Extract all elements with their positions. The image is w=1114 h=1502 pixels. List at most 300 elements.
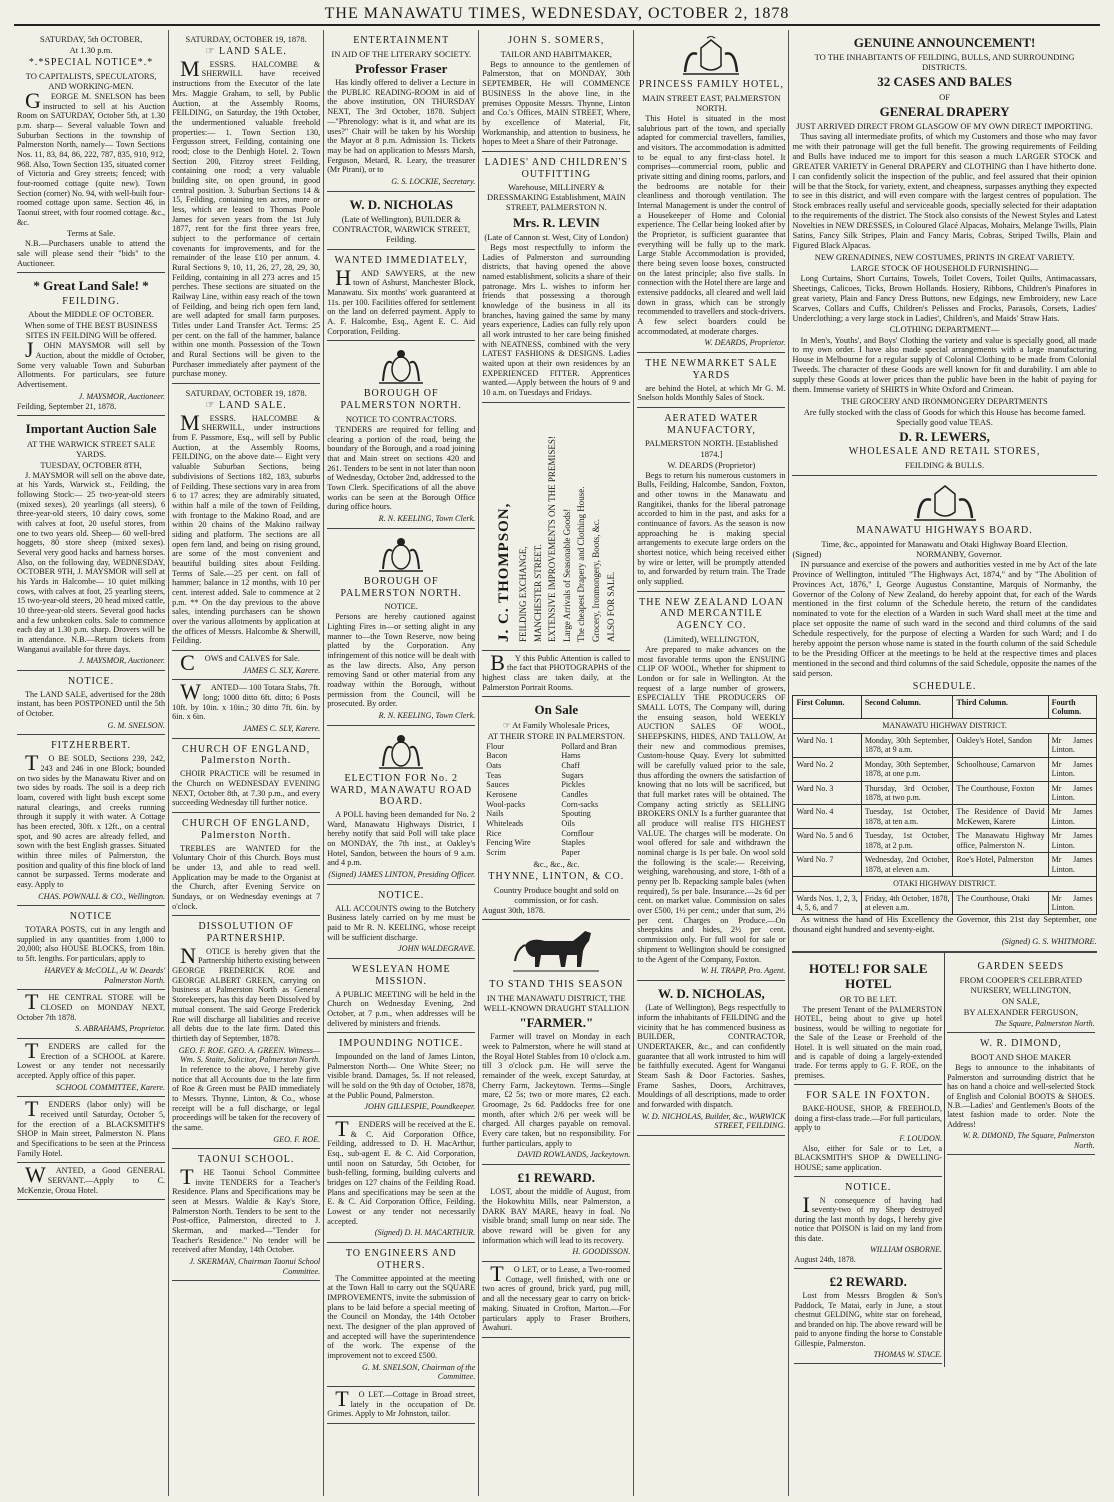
heading: CHURCH OF ENGLAND, Palmerston North.: [181, 743, 311, 767]
totara-notice: [17, 906, 165, 990]
sub: OR TO BE LET.: [839, 993, 897, 1004]
about: About the MIDDLE OF OCTOBER.: [28, 309, 154, 320]
goods-item: Flour: [486, 741, 505, 751]
signature: CHAS. POWNALL & CO., Wellington.: [38, 891, 166, 901]
signature: HARVEY & McCOLL, At W. Deards' Palmerston North.: [44, 965, 166, 985]
cell: Thursday, 3rd October, 1878, at two p.m.: [861, 781, 953, 805]
nz-loan-agency-ad: [637, 592, 785, 981]
school-tender-ad: [17, 1039, 165, 1097]
column-4: [479, 30, 634, 1496]
schedule-heading: SCHEDULE.: [912, 680, 977, 692]
sub: Warehouse, MILLINERY & DRESSMAKING Establishment, MAIN STREET, PALMERSTON N.: [487, 182, 626, 213]
nb: N.B.—Purchasers unable to attend the sale will please send their "bids" to the Auctioneer.: [17, 239, 166, 268]
district-row: [793, 719, 1096, 733]
body: This Hotel is situated in the most salubrious part of the town, and specially adapted for commercial travellers, families, and visitors. The accommodation is admitted to be equal to any first-class hotel. It comprises—commercial room, public and private sitting and dining rooms, parlors, and the bedrooms are notable for their cleanliness and thorough ventilation. The Internal Management is under the control of a Housekeeper of Home and Colonial experience. The Cellar being looked after by the Proprietor, is sufficient guarantee that everything will be fully up to the mark. Large Stable Accommodation is provided, there being seven loose boxes, constructed on the latest principle; also five stalls. In connection with the Hotel there are large and extensive paddocks, all cleared and well laid down in grass, which can be strongly recommended to travellers and stock-drivers. A few select boarders could be accommodated, at moderate charges.: [637, 113, 786, 336]
table-row: [793, 757, 1096, 781]
highways-board-ad: [792, 476, 1096, 952]
body: Impounded on the land of James Linton, Palmerston North— One White Steer; no visible brand. Damages, 5s. If not released, will be sold on the 9th day of October, 1878, at the Public Pound, Palmerston.: [327, 1052, 476, 1100]
line-7: ALSO FOR SALE.: [605, 571, 616, 642]
goods-item: Teas: [486, 770, 502, 780]
heading: GARDEN SEEDS: [977, 961, 1065, 973]
body: LOST, about the middle of August, from the Hokowhitu Mills, near Palmerston, a DARK BAY MARE, heavy in foal. No visible brand; small lump on near side. The above reward will be given for any information which will lead to its recovery.: [482, 1187, 631, 1245]
body: BAKE-HOUSE, SHOP, & FREEHOLD, doing a first-class trade.—For full particulars, apply to: [794, 1104, 943, 1132]
heading: JOHN S. SOMERS,: [508, 35, 605, 46]
clothing-heading: CLOTHING DEPARTMENT—: [889, 324, 1000, 335]
heading: Important Auction Sale: [25, 421, 157, 437]
cell: Mr James Linton.: [1048, 805, 1096, 829]
cell: The Manawatu Highway office, Palmerston N.: [953, 829, 1048, 853]
cell: Ward No. 4: [793, 805, 861, 829]
cell: Friday, 4th October, 1878, at eleven a.m.: [861, 891, 953, 915]
engineers-ad: [327, 1243, 475, 1387]
heading: On Sale: [534, 702, 579, 718]
column-2: [169, 30, 324, 1496]
heading: FOR SALE IN FOXTON.: [806, 1090, 931, 1102]
cell: Wards Nos. 1, 2, 3, 4, 5, 6, and 7: [793, 891, 861, 915]
stallion-name: "FARMER.": [519, 1015, 594, 1031]
thompson-exchange-ad: [482, 403, 630, 651]
heading: W. D. NICHOLAS,: [658, 985, 765, 1001]
wanted-stabs-ad: [172, 680, 320, 738]
body: COWS and CALVES for Sale.: [180, 649, 300, 675]
body: TENDERS (labor only) will be received until Saturday, October 5, for the erection of a BLACKSMITH'S SHOP in Main street, Palmerston N. Plans and Specifications to be seen at the Princess Family Hotel.: [17, 1096, 166, 1158]
signature-2: GEO. F. ROE.: [273, 1134, 321, 1144]
thynne-linton-sale-ad: [482, 697, 630, 920]
masthead: THE MANAWATU TIMES, WEDNESDAY, OCTOBER 2, 1878: [14, 4, 1100, 26]
dissolution-ad: [172, 916, 320, 1149]
body: The present Tenant of the PALMERSTON HOTEL, being about to give up hotel business, would be willing to negotiate for the Sale of the Lease or Freehold of the Hotel. It is well situated on the main road, and is capable of doing a largely-extended trade. For terms apply to G. F. ROE, on the premises.: [794, 1004, 943, 1080]
signature: G. M. SNELSON.: [107, 720, 166, 730]
goods-item: Staples: [561, 838, 585, 848]
aerated-water-ad: [637, 408, 785, 592]
line-6: Grocery, Ironmongery, Boots, &c.: [591, 518, 602, 642]
signature: R. N. KEELING, Town Clerk.: [378, 514, 476, 524]
poison-notice-ad: [794, 1177, 942, 1269]
reward-mare-ad: [482, 1165, 630, 1262]
body: NOTICE is hereby given that the Partnership hitherto existing between GEORGE FREDERICK ROE and GEORGE ALBERT GREEN, carrying on business at Palmerston North as General Storekeepers, has this day been Dissolved by mutual consent. The said George Frederick Roe will discharge all liabilities and receive all debts due to the late firm. Dated this thirtieth day of September, 1878.: [172, 942, 321, 1043]
table-header: [793, 695, 1096, 719]
somers-tailor-ad: [482, 30, 630, 152]
schedule-table: [792, 695, 1096, 916]
cell: Monday, 30th September, 1878, at one p.m.: [861, 757, 953, 781]
road-tenders-ad: [327, 1117, 475, 1243]
cell: Ward No. 5 and 6: [793, 829, 861, 853]
cows-ad: [172, 651, 320, 680]
land-sale-graham-ad: [172, 30, 320, 384]
signature: J. MAYSMOR, Auctioneer.: [78, 656, 166, 666]
firm-name: D. R. LEWERS,: [899, 428, 990, 444]
signature: W. R. DIMOND, The Square, Palmerston North.: [962, 1131, 1095, 1150]
firm-line-2: WHOLESALE AND RETAIL STORES,: [848, 446, 1041, 458]
left-stack: [792, 953, 945, 1367]
coat-of-arms-icon: [371, 535, 431, 573]
signature: GEO. F. ROE. GEO. A. GREEN. Witness—Wm. S. Staite, Solicitor, Palmerston North.: [178, 1045, 321, 1065]
body: HAND SAWYERS, at the new town of Ashurst, Manchester Block, Manawatu. Six months' work guaranteed at 11s. per 100. Facilities offered for settlement on the land on deferred payment. Apply to A. F. Halcombe, Esq., Agent E. C. Aid Corporation, Feilding.: [327, 264, 476, 336]
column-header: Second Column.: [861, 695, 953, 719]
signature: DAVID ROWLANDS, Jackeytown.: [517, 1150, 631, 1160]
sub: NOTICE TO CONTRACTORS.: [345, 414, 457, 424]
on-sale: ON SALE,: [1001, 995, 1040, 1006]
body: TO BE SOLD, Sections 239, 242, 243 and 246 in one Block; bounded on two sides by the Manawatu River and on two sides by roads. The soil is a deep rich loam, covered with light bush except some natural clearings, and creeks running through it supply it with water. A Cottage has been erected, 30ft. x 12ft., on a central spot, and 90 acres are already felled, and sown with the best English grasses. Situated within three miles of Palmerston, the position and quality of this fine block of land cannot be surpassed. Terms moderate and easy. Apply to: [17, 750, 166, 889]
pointing-hand-icon: ☞: [205, 46, 219, 58]
cell: Mr James Linton.: [1048, 829, 1096, 853]
goods-item: Bacon: [486, 751, 508, 761]
proprietor: Mrs. R. LEVIN: [512, 214, 600, 230]
sub: (Late of Wellington), BUILDER & CONTRACTOR, WARWICK STREET, Feilding.: [332, 213, 470, 244]
district-row: [793, 877, 1096, 891]
when: When some of THE BEST BUSINESS SITES IN FEILDING Will be offered.: [24, 320, 158, 341]
signature: F. LOUDON.: [899, 1134, 943, 1144]
to-capitalists: TO CAPITALISTS, SPECULATORS, AND WORKING-MEN.: [25, 70, 157, 91]
heading: £2 REWARD.: [829, 1274, 907, 1289]
signature: W. D. NICHOLAS, Builder, &c., WARWICK STREET, FEILDING.: [641, 1111, 786, 1131]
body: WANTED, a Good GENERAL SERVANT.—Apply to C. McKenzie, Oroua Hotel.: [17, 1162, 166, 1195]
special-notice-heading: *.*SPECIAL NOTICE*.*: [28, 57, 154, 69]
foxton-sale-ad: [794, 1085, 942, 1177]
witness: As witness the hand of His Excellency the Governor, this 21st day September, one thousand eight hundred and seventy-eight.: [792, 915, 1097, 935]
reference: In reference to the above, I hereby give notice that all Accounts due to the late firm of Roe & Green must be PAID immediately to Messrs. Thynne, Linton, & Co., whose receipt will be a full discharge, or legal proceedings will be taken for the recovery of the same.: [172, 1064, 321, 1132]
cell: Tuesday, 1st October, 1878, at ten a.m.: [861, 805, 953, 829]
cell: Mr James Linton.: [1048, 757, 1096, 781]
cell: Roe's Hotel, Palmerston: [953, 853, 1048, 877]
date: SATURDAY, OCTOBER 19, 1878.: [185, 34, 307, 44]
date: August 24th, 1878.: [794, 1254, 856, 1264]
date: SATURDAY, OCTOBER 19, 1878.: [185, 387, 307, 398]
line-2: MANCHESTER STREET.: [532, 543, 543, 642]
signature: (Signed) JAMES LINTON, Presiding Officer.: [328, 870, 476, 880]
heading: TAONUI SCHOOL.: [197, 1154, 295, 1166]
church-trebles-ad: [172, 813, 320, 916]
heading: ELECTION FOR No. 2 WARD, MANAWATU ROAD BOARD.: [330, 772, 473, 808]
sub: NOTICE.: [384, 601, 418, 612]
body: TOTARA POSTS, cut in any length and supplied in any quantities from 1,000 to 20,000; also HOUSE BLOCKS, from 18in. to 5ft. lengths. For particulars, apply to: [17, 925, 166, 964]
goods-item: Pollard and Bran: [561, 741, 617, 751]
vertical-text-block: [482, 406, 630, 646]
signature: (Signed) G. S. WHITMORE.: [1001, 937, 1097, 947]
goods-item: Whiteleads: [486, 819, 524, 829]
etc: &c., &c., &c.: [533, 858, 580, 869]
goods-item: Sauces: [486, 780, 510, 790]
lecturer: Professor Fraser: [355, 60, 448, 76]
cell: Mr James Linton.: [1048, 853, 1096, 877]
sub: IN THE MANAWATU DISTRICT, THE WELL-KNOWN DRAUGHT STALLION: [483, 993, 630, 1014]
sub: ☞ At Family Wholesale Prices,: [502, 719, 610, 730]
signature: H. GOODISSON.: [572, 1247, 631, 1257]
photographs-ad: [482, 651, 630, 698]
blacksmith-tender-ad: [17, 1097, 165, 1163]
heading: WESLEYAN HOME MISSION.: [351, 963, 451, 987]
coat-of-arms-icon: [371, 347, 431, 385]
heading: MANAWATU HIGHWAYS BOARD.: [856, 525, 1033, 537]
signature: WILLIAM OSBORNE.: [870, 1245, 943, 1255]
goods-item: Pickles: [561, 780, 585, 790]
body: J. MAYSMOR will sell on the above date, at his Yards, Warwick st., Feilding, the following Stock:— 25 two-year-old steers (mixed sexes), 20 yearlings (all steers), 6 three-year-old steers, 10 dairy cows, some with calves at foot, 20 useful stores, from one to two years old. Sheep— 60 well-bred hoggets, 80 store sheep (mixed sexes). Several very good hacks and harness horses. Also, on the following day, WEDNESDAY, OCTOBER 9TH, J. MAYSMOR will sell at his Yards in Halcombe— 10 quiet milking cows, with calves at foot, 25 yearling steers, 15 two-year-old steers, 20 head mixed cattle, 10 three-year-old steers. Several good hacks and a few unbroken colts. Sale to commence each day at 1.30 p.m. sharp. Drovers will be in attendance. N.B.—Return tickets from Wanganui available for three days.: [17, 470, 166, 654]
church-choir-ad: [172, 739, 320, 813]
cell: Mr James Linton.: [1048, 781, 1096, 805]
cell: Oakley's Hotel, Sandon: [953, 733, 1048, 757]
heading: W. R. DIMOND,: [979, 1038, 1062, 1050]
table-row: [793, 805, 1096, 829]
body: are behind the Hotel, at which Mr G. M. Snelson holds Monthly Sales of Stock.: [637, 383, 786, 403]
body: TENDERS are required for felling and clearing a portion of the road, being the boundary of the Borough, and a road joining that and Main street on sections 420 and 261. Tenders to be sent in not later than noon of Wednesday, October 2nd, addressed to the Town Clerk. Specifications of all the above works can be seen at the Borough Office during office hours.: [327, 425, 476, 512]
line-5: The cheapest Drapery and Clothing House.: [576, 486, 587, 642]
goods-item: Corn-sacks: [561, 799, 599, 809]
body: Begs most respectfully to inform the Ladies of Palmerston and surrounding districts, that having opened the above named establishment, solicits a share of their patronage. Mrs L. wishes to inform her friends that possessing a thorough knowledge of the business in all its branches, having gained the same by many years experience, Ladies can fully rely upon all work intrusted to her care being finished with NEATNESS, combined with the very LATEST FASHIONS & DESIGNS. Ladies waited upon at their own residences by an EXPERIENCED FITTER. Apprentices wanted.—Apply between the hours of 9 and 10 a.m. on Tuesdays and Fridays.: [482, 242, 631, 397]
body: Thus saving all intermediate profits, of which my Customers and those who may favor me with their patronage will get the full benefit. The growing requirements of Feilding and Bulls have induced me to import for this season a much LARGER STOCK and GREATER VARIETY in General DRAPERY and CLOTHING than I have hitherto done. I can confidently solicit the inspection of the public, and feel assured that their opinion will be that the Stock, for variety, extent, and cheapness, surpasses anything they expected to see in this district, and will even compare with the largest centres of population. The Stock embraces really useful and serviceable goods, specially selected for their adaptation to the requirements of the district. The Stock also consists of the Newest Styles and Latest Novelties in NEW DRESSES, in Coloured Glacé Alpacas, Mohairs, Melange Twills, Plain Satins, Fancy Silk Stripes, Plain and Fancy Maris, Cobras, Striped Twills, Plain and Figured Black Alpacas.: [792, 132, 1097, 251]
heading: DISSOLUTION OF PARTNERSHIP.: [198, 921, 294, 944]
royal-crest-icon: [679, 36, 743, 76]
heading: LADIES' AND CHILDREN'S OUTFITTING: [484, 156, 629, 180]
signature: J. SKERMAN, Chairman Taonui School Committee.: [189, 1257, 321, 1276]
signature: R. N. KEELING, Town Clerk.: [378, 711, 476, 721]
princess-hotel-ad: [637, 30, 785, 353]
heading: BOROUGH OF PALMERSTON NORTH.: [340, 575, 462, 599]
body: The Committee appointed at the meeting at the Town Hall to carry out the SQUARE IMPROVEMENTS, invite the submission of plans to be laid before a special meeting of the Council on Monday, the 14th October next. The designer of the plan approved of and accepted will have the superintendence of the work. The expense of the improvement not to exceed £500.: [327, 1273, 476, 1361]
late-of: (Late of Cannon st. West, City of London): [484, 231, 629, 242]
signature: G. S. LOCKIE, Secretary.: [391, 176, 476, 186]
cell: The Courthouse, Foxton: [953, 781, 1048, 805]
pointing-hand-icon: ☞: [502, 719, 513, 730]
hotel-for-sale-ad: [794, 956, 942, 1085]
signature: THOMAS W. STACE.: [873, 1349, 943, 1359]
body: TO LET.—Cottage in Broad street, lately in the occupation of Dr. Grimes. Apply to Mr Johnston, tailor.: [327, 1386, 476, 1419]
body: JOHN MAYSMOR will sell by Auction, about the middle of October, Some very valuable Town and Suburban Allotments. For particulars, see future Advertisement.: [17, 337, 166, 390]
column-header: Third Column.: [953, 695, 1048, 719]
goods-item: Kerosene: [486, 790, 518, 799]
cell: The Courthouse, Otaki: [953, 891, 1048, 915]
snelson-sale-ad: [17, 30, 165, 273]
bottom-ads-row: [792, 952, 1096, 1367]
fitzherbert-ad: [17, 735, 165, 906]
land-sale-passmore-ad: [172, 384, 320, 651]
cottage-lease-ad: [482, 1262, 630, 1338]
signature: JAMES C. SLY, Karere.: [243, 665, 321, 675]
heading: NOTICE: [69, 911, 113, 923]
column-5: [634, 30, 789, 1496]
name: J. C. THOMPSON,: [496, 502, 513, 642]
heading: THE NEWMARKET SALE YARDS: [645, 357, 778, 381]
central-store-ad: [17, 990, 165, 1039]
firm-line-3: FEILDING & BULLS.: [905, 460, 985, 471]
body: IN pursuance and exercise of the powers and authorities vested in me by Act of the late Province of Wellington, intituled "The Highways Act, 1874," and by "The Abolition of Provinces Act, 1876," I, George Augustus Constantine, Marquis of Normanby, the Governor of the Colony of New Zealand, do hereby appoint that, for each of the Wards mentioned in the first column of the Schedule hereto, the return of the candidates nominated to vote for the election of a Warden in such Ward shall meet at the time and place set opposite the name of such ward in the second and third columns of the said Schedule respectively, for the purpose of electing a Warden for such Ward; and I do hereby appoint the person whose name is stated in the fourth column of the said Schedule to be the Presiding Officer at the meetings to be held at the respective times and places mentioned in the second and third columns of the said Schedule, opposite the names of the said person.: [792, 559, 1097, 678]
household-heading: LARGE STOCK OF HOUSEHOLD FURNISHING—: [850, 262, 1039, 273]
body: Farmer will travel on Monday in each week to Palmerston, where he will stand at the Royal Hotel Stables from 10 o'clock a.m. till 3 o'clock p.m. He will serve the remainder of the week, except Saturday, at Cherry Farm, Jackeytown. Terms—Single mare, £2 5s; two or more mares, £2 each. Groomage, 2s 6d. Paddocks free for one month, after which 2/6 per week will be charged. All charges payable on removal. Every care taken, but no responsibility. For further particulars, apply to: [482, 1032, 631, 1148]
cell: Mr James Linton.: [1048, 891, 1096, 915]
horse-illustration-icon: [511, 927, 601, 975]
body: The LAND SALE, advertised for the 28th instant, has been POSTPONED until the 5th of October.: [17, 689, 166, 719]
terms: Terms at Sale.: [66, 228, 116, 239]
goods-item: Scrim: [486, 848, 506, 858]
sub: PALMERSTON NORTH. [Established 1874.]: [644, 438, 778, 459]
arrived: JUST ARRIVED DIRECT FROM GLASGOW OF MY OWN DIRECT IMPORTING.: [796, 121, 1093, 132]
goods-list: [482, 742, 630, 858]
date: TUESDAY, OCTOBER 8TH,: [40, 459, 142, 470]
heading: ☞ LAND SALE.: [205, 400, 287, 411]
goods-item: Rice: [486, 828, 502, 838]
date: Feilding, September 21, 1878.: [17, 401, 117, 411]
sub: TAILOR AND HABITMAKER,: [500, 48, 613, 59]
body: Lost from Messrs Brogden & Son's Paddock, Te Matai, early in June, a stout chestnut GELDING, white star on forehead, and branded on hip. The above reward will be paid to anyone finding the horse to Constable Gillespie, Palmerston.: [794, 1291, 943, 1348]
heading: IMPOUNDING NOTICE.: [339, 1038, 464, 1050]
sub: AT THE WARWICK STREET SALE YARDS.: [26, 438, 156, 459]
page-columns: [14, 30, 1100, 1496]
district-label: OTAKI HIGHWAY DISTRICT.: [793, 877, 1096, 891]
grocery-body: Are fully stocked with the class of Goods for which this House has become famed. Specially good value TEAS.: [803, 406, 1086, 427]
goods-item: Nails: [486, 809, 504, 819]
heading: GENUINE ANNOUNCEMENT!: [853, 35, 1036, 50]
body: TO LET, or to Lease, a Two-roomed Cottage, well finished, with one or two acres of ground, brick yard, pug mill, and all the necessary gear to carry on brick-making. Situated in Crofton, Marton.—For particulars apply to Fraser Brothers, Awahuri.: [482, 1261, 631, 1333]
sub: Time, &c., appointed for Manawatu and Otaki Highway Board Election.: [821, 538, 1068, 549]
sawyers-wanted-ad: [327, 250, 475, 342]
heading: W. D. NICHOLAS: [349, 196, 453, 212]
signature: S. ABRAHAMS, Proprietor.: [75, 1024, 166, 1034]
cell: Ward No. 3: [793, 781, 861, 805]
place: FEILDING.: [62, 295, 120, 307]
body: (Late of Wellington), Begs respectfully to inform the inhabitants of FEILDING and the vicinity that he has commenced business as BUILDER, CONTRACTOR, UNDERTAKER, &c., and can confidently guarantee that all work intrusted to him will be faithfully executed. Agent for Wanganui Steam Sash & Door Factories. Sashes, Frame Sashes, Doors, Architraves, Mouldings of all descriptions, made to order and forwarded with dispatch.: [637, 1003, 786, 1109]
heading: BOROUGH OF PALMERSTON NORTH.: [340, 388, 462, 412]
servant-wanted-ad: [17, 1163, 165, 1200]
body: THE CENTRAL STORE will be CLOSED on MONDAY NEXT, October 7th 1878.: [17, 989, 166, 1022]
signature: G. M. SNELSON, Chairman of the Committee.: [362, 1362, 476, 1382]
table-row: [793, 733, 1096, 757]
heading: ☞ LAND SALE.: [205, 46, 287, 58]
entertainment-ad: [327, 30, 475, 192]
signature: JAMES C. SLY, Karere.: [243, 723, 321, 733]
sub: MAIN STREET EAST, PALMERSTON NORTH.: [642, 92, 781, 113]
goods-item: Candles: [561, 790, 588, 799]
royal-crest-icon: [910, 482, 980, 522]
at-store: AT THEIR STORE IN PALMERSTON.: [487, 730, 625, 741]
sale-date: SATURDAY, 5th OCTOBER,: [39, 34, 143, 44]
body: ALL ACCOUNTS owing to the Butchery Business lately carried on by me must be paid to Mr R. N. KEELING, whose receipt will be sufficient discharge.: [327, 903, 476, 942]
body: Begs to announce to the inhabitants of Palmerston and surrounding district that he has on hand a choice and well-selected Stock of English and Colonial BOOTS & SHOES. N.B.—Ladies' and Gentlemen's Boots of the latest fashion made to order. Note the Address!: [947, 1063, 1095, 1129]
body: CHOIR PRACTICE will be resumed in the Church on WEDNESDAY EVENING NEXT, October 8th, at 7.30 p.m., and every succeeding Wednesday till further notice.: [172, 769, 321, 808]
sub: FROM COOPER'S CELEBRATED NURSERY, WELLINGTON,: [959, 974, 1083, 995]
body: Has kindly offered to deliver a Lecture in the PUBLIC READING-ROOM in aid of the above institution, ON THURSDAY NEXT, The 3rd October, 1878. Subject—"Phrenology: what is it, and what are its uses?" Chair will be taken by his Worship the Mayor at 8 p.m. Admission 1s. Tickets may be had on application to Messrs Marsh, Ferguson, Metard, R. Leary, the treasurer (Mr Pirani), or to: [327, 78, 476, 175]
garden-seeds-ad: [947, 956, 1095, 1033]
signature: JOHN WALDEGRAVE.: [398, 944, 476, 954]
heading: NOTICE.: [67, 675, 115, 687]
lewers-drapery-ad: [792, 30, 1096, 476]
borough-notice-ad: [327, 529, 475, 726]
grocery-heading: THE GROCERY AND IRONMONGERY DEPARTMENTS: [841, 395, 1048, 406]
body: MESSRS. HALCOMBE & SHERWILL, under instructions from F. Passmore, Esq., will sell by Public Auction, at the Assembly Rooms, FEILDING, on the above date— Eight very valuable Suburban Sections, being subdivisions of Sections 182, 183, suburbs of Feilding. These sections vary in area from 6 to 17 acres; they are admirably situated, within half a mile of the town of Feilding, with frontage to the Makino Road, and are within 20 chains of the Makino railway siding and platform. The sections are all open fern land, and being on rising ground, are some of the most convenient and beautiful building sites about Feilding. Terms of Sale.—25 per cent. on fall of hammer; balance in 12 months, with 10 per cent. interest added. Sale to commence at 2 p.m. ** On the day previous to the above sales, intending purchasers can be shown over the various allotments by application at the offices of Messrs. Halcombe & Sherwill, Feilding.: [172, 409, 321, 646]
dimond-boot-ad: [947, 1033, 1095, 1155]
postponed-notice: [17, 671, 165, 735]
table-row: [793, 829, 1096, 853]
body: IN consequence of having had seventy-two of my Sheep destroyed during the last month by dogs, I hereby give notice that POISON is laid on my land from this date.: [794, 1191, 943, 1243]
heading: WANTED IMMEDIATELY,: [334, 254, 468, 266]
goods-item: Fencing Wire: [486, 838, 531, 848]
column-6: [789, 30, 1099, 1496]
heading: AERATED WATER MANUFACTORY,: [664, 412, 759, 436]
goods-item: Spouting: [561, 809, 591, 819]
body: A POLL having been demanded for No. 2 Ward, Manawatu Highways District, I hereby notify that said Poll will take place on MONDAY, the 7th inst., at Oakley's Hotel, Sandon, between the hours of 9 a.m. and 4 p.m.: [327, 810, 476, 868]
body: Begs to return his numerous customers in Bulls, Feilding, Halcombe, Sandon, Foxton, and other towns in the Manawatu and Rangitikei, thanks for the liberal patronage accorded to him in the past, and asks for a continuance of favors. As the season is now approaching he is making special arrangements to execute large orders on the shortest notice, which being received either by wire or letter, will be promptly attended to, and forwarded by return train. The Trade only supplied.: [637, 470, 786, 586]
signature: JOHN GILLESPIE, Poundkeeper.: [364, 1102, 476, 1112]
signature: SCHOOL COMMITTEE, Karere.: [55, 1082, 166, 1092]
column-3: [324, 30, 479, 1496]
body: A PUBLIC MEETING will be held in the Church on Wednesday Evening, 2nd October, at 7 p.m., when addresses will be delivered by ministers and friends.: [327, 989, 476, 1028]
date: August 30th, 1878.: [482, 905, 546, 915]
goods-item: Chaff: [561, 760, 580, 770]
body: TENDERS will be received at the E. & C. Aid Corporation Office, Feilding, addressed to D. H. MacArthur, Esq., sub-agent E. & C. Aid Corporation, until noon on Saturday, 5th October, for bush-felling, forming, building culverts and bridges on 127 chains of the Feilding Road. Plans and specifications may be seen at the E. & C. Aid Corporation Office, Feilding. Lowest or any tender not necessarily accepted.: [327, 1116, 476, 1226]
body: TENDERS are called for the Erection of a SCHOOL at Karere. Lowest or any tender not necessarily accepted. Apply office of this paper.: [17, 1037, 166, 1080]
body: THE Taonui School Committee invite TENDERS for a Teacher's Residence. Plans and Specifications may be seen at Messrs. Waldie & Kay's Store, Palmerston North. Tenders to be sent to the Post-office, Palmerston, directed to J. Skerman, and marked—"Tender for Teacher's Residence." No tender will be received after Monday, 14th October.: [172, 1164, 321, 1255]
column-header: Fourth Column.: [1048, 695, 1096, 719]
nicholas-builder-ad: [327, 192, 475, 250]
heading: TO STAND THIS SEASON: [489, 979, 624, 991]
body: Persons are hereby cautioned against Lighting Fires in—or setting alight in any manner to—the Town Reserve, now being platted by the Corporation. Any infringement of this notice will be dealt with as the law directs. Also, Any person removing Sand or other material from any roadway within the Borough, without permission from the Council, will be prosecuted. By order.: [327, 612, 476, 709]
heading: ENTERTAINMENT: [353, 35, 450, 46]
governor: NORMANBY, Governor.: [916, 549, 1002, 559]
goods-item: Oats: [486, 760, 502, 770]
signature: W. DEARDS, Proprietor.: [704, 338, 786, 348]
nicholas-undertaker-ad: [637, 981, 785, 1136]
sub: (Limited), WELLINGTON,: [664, 633, 759, 644]
general-drapery: GENERAL DRAPERY: [879, 103, 1010, 119]
signed: (Signed): [792, 549, 822, 559]
body: Begs to announce to the gentlemen of Palmerston, that on MONDAY, 30th SEPTEMBER, He will COMMENCE BUSINESS In the above line, in the premises Opposite Messrs. Thynne, Linton and Co.'s Offices, MAIN STREET, Where, by excellence of Material, Fit, Workmanship, and attention to business, he hopes to Meet a Share of their Patronage.: [482, 59, 631, 147]
butchery-notice-ad: [327, 885, 475, 959]
cell: Wednesday, 2nd October, 1878, at eleven a.m.: [861, 853, 953, 877]
heading: THE NEW ZEALAND LOAN AND MERCANTILE AGENCY CO.: [639, 596, 784, 632]
heading: PRINCESS FAMILY HOTEL,: [638, 79, 785, 90]
cell: Monday, 30th September, 1878, at 9 a.m.: [861, 733, 953, 757]
cell: Ward No. 2: [793, 757, 861, 781]
column-header: First Column.: [793, 695, 861, 719]
feilding-land-sale-ad: [17, 273, 165, 416]
also: Also, either for Sale or to Let, a BLACKSMITH'S SHOP & DWELLING-HOUSE; same application.: [794, 1143, 943, 1172]
proprietor: W. DEARDS (Proprietor): [667, 459, 756, 470]
signature: W. H. TRAPP, Pro. Agent.: [700, 966, 786, 976]
goods-item: Paper: [561, 848, 580, 858]
heading: TO ENGINEERS AND OTHERS.: [345, 1248, 457, 1271]
country-produce: Country Produce bought and sold on commission, or for cash.: [493, 884, 619, 905]
borough-contractors-ad: [327, 341, 475, 528]
cell: Ward No. 1: [793, 733, 861, 757]
table-row: [793, 891, 1096, 915]
heading: NOTICE.: [845, 1182, 892, 1194]
heading: HOTEL! FOR SALE HOTEL: [809, 961, 928, 992]
household-body: Long Curtains, Short Curtains, Towels, Toilet Covers, Toilet Quilts, Antimacassars, Sheetings, Calicoes, Ticks, Brown Hollands. Hosiery, Ribbons, Children's Pinafores in great variety, Plain and Fancy Dress Buttons, new Edgings, new Embroidery, new Lace Scarves, Collars and Cuffs, Children's Pelisses and Frocks, Parasols, Corsets, Ladies' Underclothing; a very large stock in Ladies', Children's, and Maids' Straw Hats.: [792, 273, 1097, 323]
heading: FITZHERBERT.: [51, 740, 131, 752]
cottage-to-let-ad: [327, 1387, 475, 1424]
column-1: [14, 30, 169, 1496]
line-3: EXTENSIVE IMPROVEMENTS ON THE PREMISES!: [547, 435, 558, 642]
by: BY ALEXANDER FERGUSON,: [963, 1006, 1078, 1017]
election-ad: [327, 726, 475, 885]
cell: Tuesday, 1st October, 1878, at 2 p.m.: [861, 829, 953, 853]
cell: The Residence of David McKewen, Karere: [953, 805, 1048, 829]
goods-item: Hams: [561, 751, 581, 761]
clothing-body: In Men's, Youths', and Boys' Clothing the variety and value is specially good, all made to my own order. I have also made special arrangements with a large manufacturing House in Melbourne for a regular supply of Colonial Clothing to be made from Colonial Tweeds. The character of these Goods are well known for fit and durability. I am able to supply these Goods at lower prices than the public have been in the habit of paying for them. Immense variety of SHIRTS in White Oxford and Crimean.: [792, 335, 1097, 395]
cell: Mr James Linton.: [1048, 733, 1096, 757]
of: OF: [939, 91, 950, 102]
line-4: Large Arrivals of Seasonable Goods!: [561, 508, 572, 642]
firm: THYNNE, LINTON, & CO.: [488, 870, 625, 882]
cell: Schoolhouse, Carnarvon: [953, 757, 1048, 781]
table-row: [793, 781, 1096, 805]
taonui-school-ad: [172, 1149, 320, 1281]
wesleyan-ad: [327, 959, 475, 1033]
goods-item: Cornflour: [561, 828, 594, 838]
heading: * Great Land Sale! *: [33, 278, 149, 294]
right-stack: [945, 953, 1097, 1367]
table-row: [793, 853, 1096, 877]
pointing-hand-icon: ☞: [205, 400, 219, 411]
body: BY this Public Attention is called to the fact that PHOTOGRAPHS of the highest class are taken daily, at the Palmerston Portrait Rooms.: [482, 649, 631, 692]
